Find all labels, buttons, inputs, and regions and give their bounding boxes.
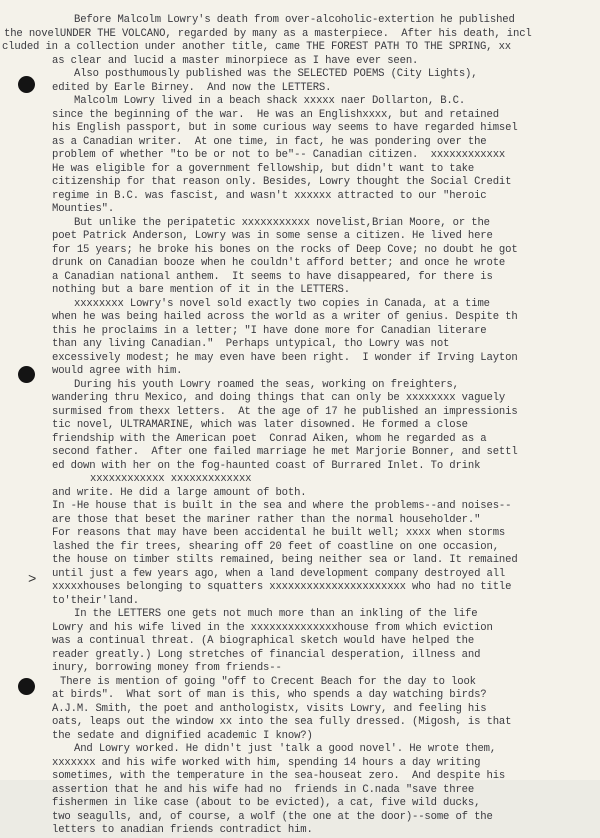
text-line: And Lowry worked. He didn't just 'talk a good novel'. He wrote them, [74, 743, 497, 755]
text-line: cluded in a collection under another title, came THE FOREST PATH TO THE SPRING, xx [2, 41, 511, 53]
text-line: For reasons that may have been accidental he built well; xxxx when storms [52, 527, 506, 539]
margin-mark: > [28, 572, 37, 588]
text-line: as a Canadian writer. At one time, in fact, he was pondering over the [52, 135, 487, 148]
text-line: the novelUNDER THE VOLCANO, regarded by many as a masterpiece. After his death, incl [4, 27, 532, 40]
text-line: are those that beset the mariner rather than the normal householder." [52, 513, 481, 526]
text-line: his English passport, but in some curious way seems to have regarded himsel [52, 122, 518, 134]
text-line: Also posthumously published was the SELECTED POEMS (City Lights), [74, 68, 478, 80]
text-line: than any living Canadian." Perhaps untypical, tho Lowry was not [52, 338, 450, 350]
text-line: second father. After one failed marriage he met Marjorie Bonner, and settl [52, 446, 518, 458]
text-line: when he was being hailed across the world as a writer of genius. Despite th [52, 311, 518, 323]
text-line: friendship with the American poet Conrad Aiken, whom he regarded as a [52, 432, 487, 445]
text-line: In the LETTERS one gets not much more than an inkling of the life [74, 608, 478, 620]
text-line: There is mention of going "off to Crecent Beach for the day to look [60, 675, 476, 688]
text-line: xxxxxxxxxxxx xxxxxxxxxxxxx [90, 473, 252, 485]
text-line: tic novel, ULTRAMARINE, which was later disowned. He formed a close [52, 419, 468, 431]
text-line: inury, borrowing money from friends-- [52, 662, 282, 674]
text-line: In -He house that is built in the sea and where the problems--and noises-- [52, 500, 512, 512]
text-line: excessively modest; he may even have been right. I wonder if Irving Layton [52, 351, 518, 364]
text-line: During his youth Lowry roamed the seas, working on freighters, [74, 378, 459, 391]
text-line: lashed the fir trees, shearing off 20 feet of coastline on one occasion, [52, 540, 499, 553]
text-line: Before Malcolm Lowry's death from over-alcoholic-extertion he published [74, 14, 515, 26]
text-line: the sedate and dignified academic I know?) [52, 729, 313, 742]
text-line: fishermen in like case (about to be evicted), a cat, five wild ducks, [52, 797, 481, 809]
text-line: nothing but a bare mention of it in the LETTERS. [52, 284, 350, 296]
text-line: regime in B.C. was fascist, and wasn't xxxxxx attracted to our "heroic [52, 189, 487, 202]
text-line: Lowry and his wife lived in the xxxxxxxxxxxxxxhouse from which eviction [52, 621, 493, 634]
text-line: would agree with him. [52, 365, 183, 377]
text-line: A.J.M. Smith, the poet and anthologistx, visits Lowry, and feeling his [52, 702, 487, 715]
text-line: Mounties". [52, 203, 115, 215]
text-line: ed down with her on the fog-haunted coast of Burrared Inlet. To drink [52, 459, 481, 472]
text-line: Malcolm Lowry lived in a beach shack xxxxx naer Dollarton, B.C. [74, 95, 466, 107]
text-line: at birds". What sort of man is this, who spends a day watching birds? [52, 689, 487, 701]
text-line: edited by Earle Birney. And now the LETTERS. [52, 81, 332, 94]
text-line: since the beginning of the war. He was an Englishxxxx, but and retained [52, 108, 499, 121]
text-line: letters to anadian friends contradict him. [52, 824, 313, 836]
text-line: for 15 years; he broke his bones on the rocks of Deep Cove; no doubt he got [52, 243, 518, 256]
text-line: two seagulls, and, of course, a wolf (the one at the door)--some of the [52, 810, 493, 823]
text-line: xxxxxxx and his wife worked with him, spending 14 hours a day writing [52, 756, 481, 769]
text-line: He was eligible for a government fellowship, but didn't want to take [52, 162, 475, 175]
text-line: sometimes, with the temperature in the sea-houseat zero. And despite his [52, 770, 506, 782]
text-line: poet Patrick Anderson, Lowry was in some sense a citizen. He lived here [52, 230, 493, 242]
text-line: to'their'land. [52, 594, 139, 607]
text-line: wandering thru Mexico, and doing things that can only be xxxxxxxx vaguely [52, 392, 506, 404]
text-line: the house on timber stilts remained, being neither sea or land. It remained [52, 554, 518, 566]
text-line: xxxxxxxx Lowry's novel sold exactly two copies in Canada, at a time [74, 297, 490, 310]
text-line: this he proclaims in a letter; "I have done more for Canadian literare [52, 324, 487, 337]
text-line: drunk on Canadian booze when he couldn't afford better; and once he wrote [52, 257, 506, 269]
text-line: But unlike the peripatetic xxxxxxxxxxx novelist,Brian Moore, or the [74, 216, 490, 229]
text-line: reader greatly.) Long stretches of financial desperation, illness and [52, 648, 481, 661]
text-line: oats, leaps out the window xx into the sea fully dressed. (Migosh, is that [52, 716, 512, 728]
text-line: assertion that he and his wife had no friends in C.nada "save three [52, 783, 475, 796]
text-line: until just a few years ago, when a land development company destroyed all [52, 567, 506, 580]
text-line: as clear and lucid a master minorpiece as I have ever seen. [52, 54, 419, 67]
text-line: was a continual threat. (A biographical sketch would have helped the [52, 635, 475, 647]
text-line: a Canadian national anthem. It seems to have disappeared, for there is [52, 270, 493, 283]
text-line: problem of whether "to be or not to be"-- Canadian citizen. xxxxxxxxxxxx [52, 149, 506, 161]
text-line: xxxxxhouses belonging to squatters xxxxxxxxxxxxxxxxxxxxxx who had no title [52, 581, 512, 593]
document-body [0, 14, 600, 838]
text-line: surmised from thexx letters. At the age of 17 he published an impressionis [52, 405, 518, 418]
text-line: citizenship for that reason only. Besides, Lowry thought the Social Credit [52, 176, 512, 188]
text-line: and write. He did a large amount of both. [52, 486, 307, 499]
